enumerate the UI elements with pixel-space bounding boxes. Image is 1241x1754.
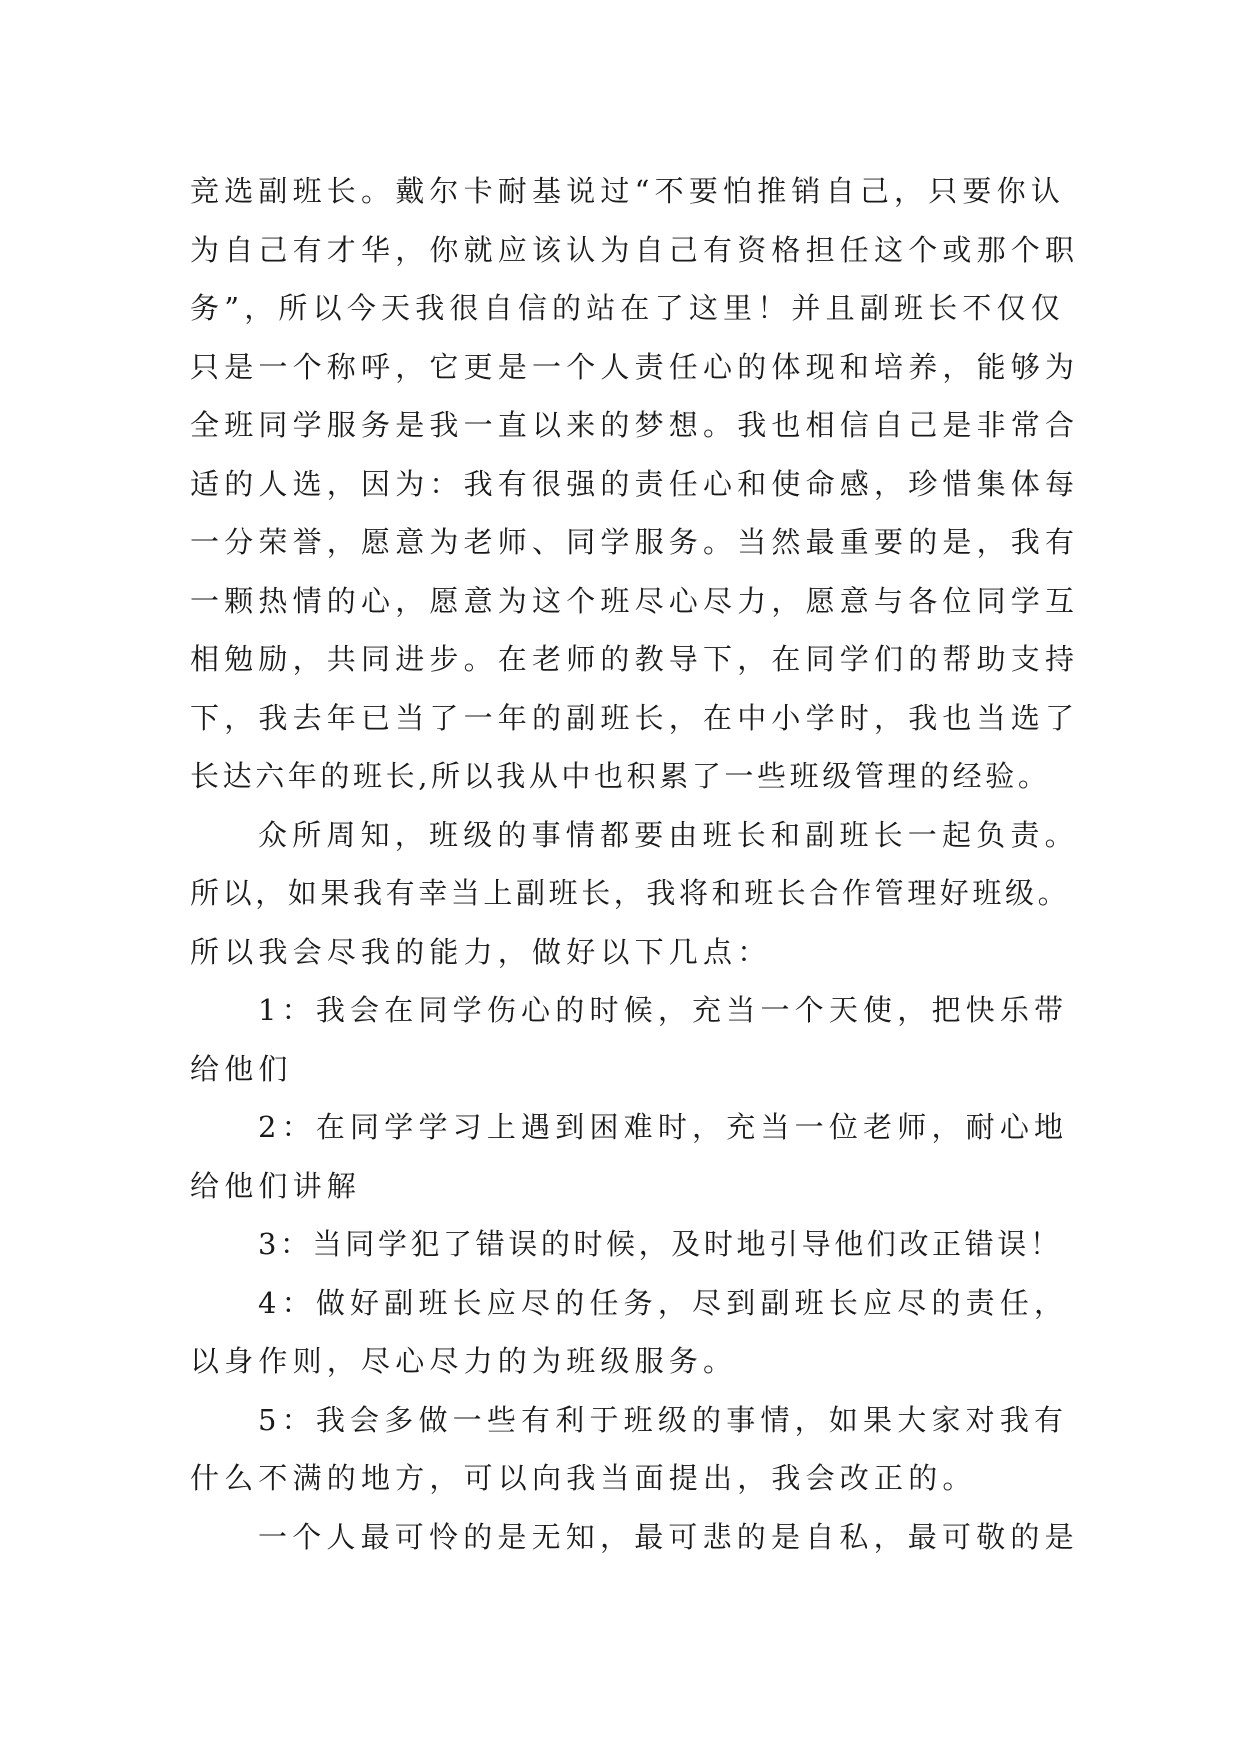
list-item-line: 1：我会在同学伤心的时候，充当一个天使，把快乐带	[258, 993, 1069, 1027]
paragraph-first-line: 一个人最可怜的是无知，最可悲的是自私，最可敬的是	[258, 1519, 1079, 1554]
text-line: 长达六年的班长,所以我从中也积累了一些班级管理的经验。	[190, 759, 1051, 793]
text-line: 所以，如果我有幸当上副班长，我将和班长合作管理好班级。	[190, 876, 1071, 910]
list-item-continuation: 给他们	[190, 1051, 293, 1086]
text-line: 只是一个称呼，它更是一个人责任心的体现和培养，能够为	[190, 349, 1080, 384]
text-line: 一分荣誉，愿意为老师、同学服务。当然最重要的是，我有	[190, 525, 1080, 559]
list-item-line: 4：做好副班长应尽的任务，尽到副班长应尽的责任，	[258, 1285, 1069, 1320]
text-line: 相勉励，共同进步。在老师的教导下，在同学们的帮助支持	[190, 642, 1080, 676]
text-line: 下，我去年已当了一年的副班长，在中小学时，我也当选了	[190, 700, 1080, 735]
document-page	[190, 162, 1080, 1566]
list-item-continuation: 以身作则，尽心尽力的为班级服务。	[190, 1344, 738, 1378]
text-line: 全班同学服务是我一直以来的梦想。我也相信自己是非常合	[190, 408, 1080, 442]
text-line: 务”，所以今天我很自信的站在了这里！并且副班长不仅仅	[190, 291, 1066, 325]
text-line: 竞选副班长。戴尔卡耐基说过“不要怕推销自己，只要你认	[190, 174, 1066, 208]
paragraph-first-line: 众所周知，班级的事情都要由班长和副班长一起负责。	[258, 817, 1079, 852]
text-line: 所以我会尽我的能力，做好以下几点：	[190, 934, 772, 969]
text-line: 为自己有才华，你就应该认为自己有资格担任这个或那个职	[190, 232, 1080, 267]
text-line: 适的人选，因为：我有很强的责任心和使命感，珍惜集体每	[190, 466, 1080, 501]
list-item-line: 3：当同学犯了错误的时候，及时地引导他们改正错误！	[258, 1227, 1063, 1261]
list-item-line: 5：我会多做一些有利于班级的事情，如果大家对我有	[258, 1402, 1069, 1437]
text-line: 一颗热情的心，愿意为这个班尽心尽力，愿意与各位同学互	[190, 583, 1080, 618]
list-item-continuation: 什么不满的地方，可以向我当面提出，我会改正的。	[190, 1461, 977, 1495]
list-item-continuation: 给他们讲解	[190, 1168, 362, 1203]
list-item-line: 2：在同学学习上遇到困难时，充当一位老师，耐心地	[258, 1110, 1069, 1144]
